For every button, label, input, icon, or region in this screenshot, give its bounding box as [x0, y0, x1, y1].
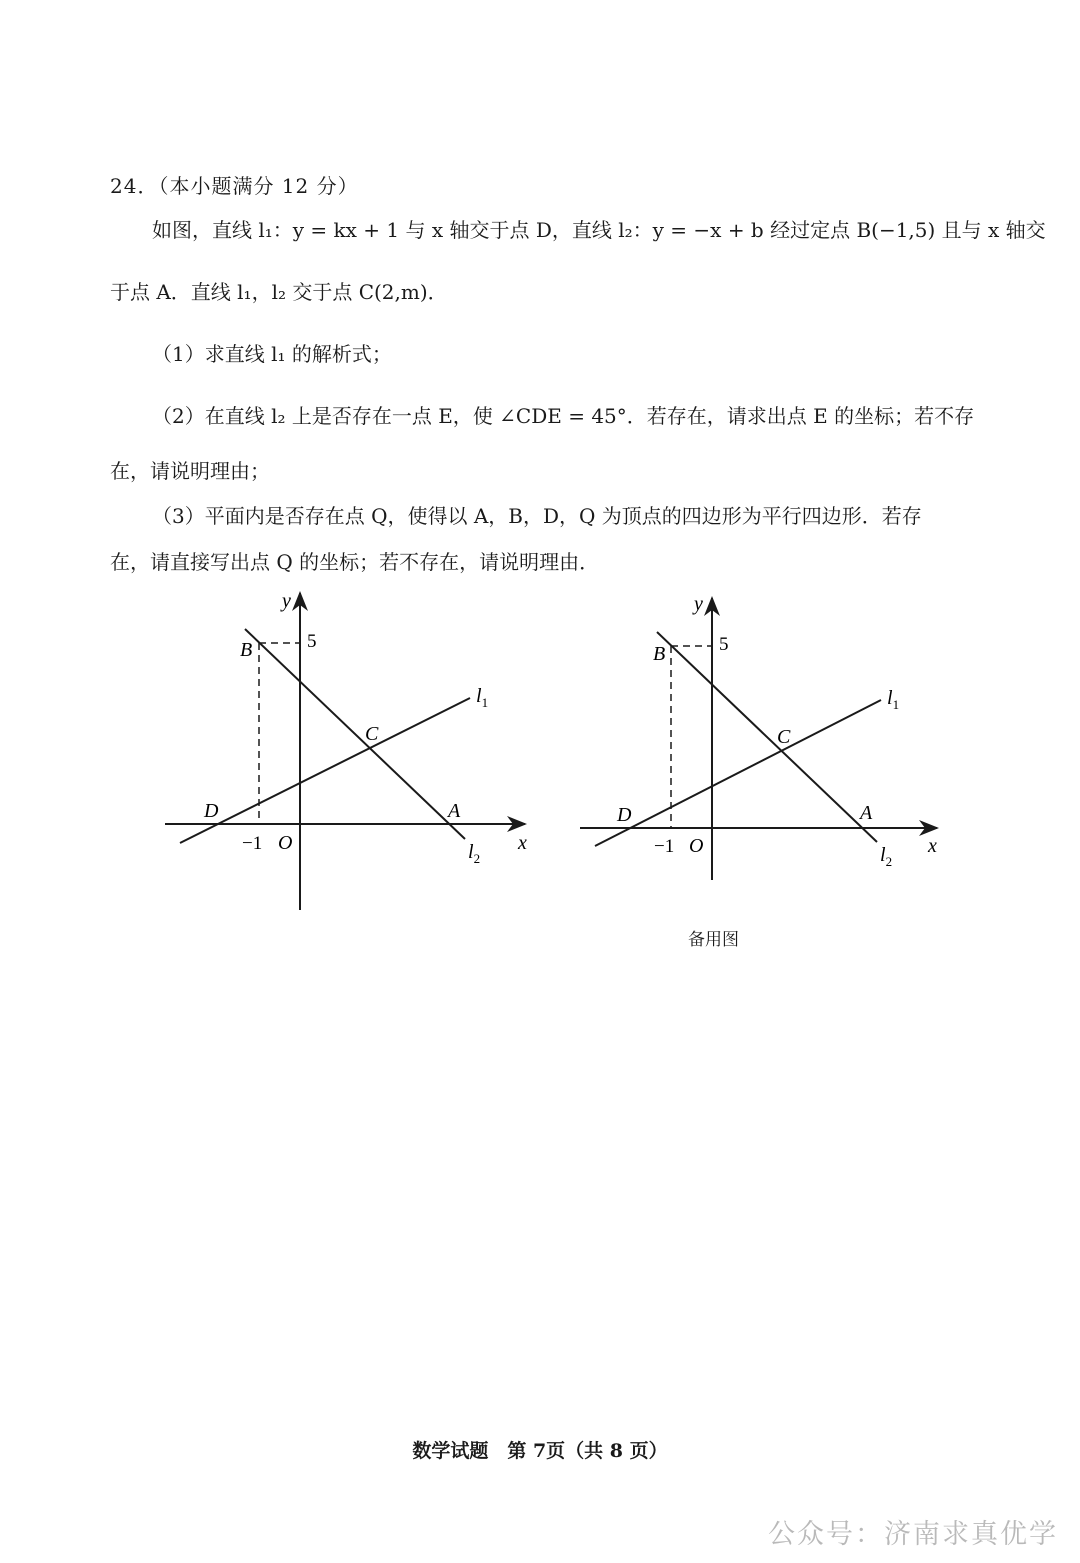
- point-d-label: D: [204, 800, 219, 822]
- main-figure-svg: [160, 585, 540, 915]
- question-heading: 24．（本小题满分 12 分）: [110, 174, 359, 198]
- y-axis-label: y: [694, 593, 703, 615]
- point-d-label: D: [617, 804, 632, 826]
- backup-figure: [575, 590, 955, 894]
- line-l2: [245, 629, 465, 839]
- line-l2: [657, 632, 877, 842]
- tick-label-y: 5: [307, 631, 317, 652]
- backup-figure-svg: [575, 590, 955, 890]
- origin-label: O: [689, 835, 704, 857]
- line-l1-label: $l_1$: [476, 685, 489, 710]
- main-figure: [160, 585, 540, 919]
- point-a-label: A: [860, 802, 873, 824]
- tick-label-x: −1: [654, 836, 675, 857]
- question-part3-line2: 在，请直接写出点 Q 的坐标；若不存在，请说明理由．: [110, 550, 600, 574]
- x-axis-label: x: [518, 832, 527, 854]
- line-l1: [180, 698, 470, 843]
- point-c-label: C: [777, 726, 791, 748]
- point-b-label: B: [240, 639, 253, 661]
- question-part3-line1: （3）平面内是否存在点 Q，使得以 A，B，D，Q 为顶点的四边形为平行四边形．若存: [152, 504, 922, 528]
- question-part1: （1）求直线 l₁ 的解析式；: [152, 342, 392, 366]
- page-footer: 数学试题 第 7页（共 8 页）: [412, 1440, 668, 1462]
- line-l2-label: $l_2$: [468, 841, 481, 866]
- line-l1: [595, 700, 881, 846]
- y-axis-label: y: [282, 590, 291, 612]
- point-b-label: B: [653, 643, 666, 665]
- question-intro-line1: 如图，直线 l₁：y = kx + 1 与 x 轴交于点 D，直线 l₂：y = −x + b 经过定点 B(−1,5) 且与 x 轴交: [152, 218, 1046, 242]
- backup-figure-caption: 备用图: [688, 930, 739, 950]
- question-intro-line2: 于点 A．直线 l₁，l₂ 交于点 C(2,m)．: [110, 280, 448, 304]
- line-l1-label: $l_1$: [887, 687, 900, 712]
- x-axis-label: x: [928, 835, 937, 857]
- point-a-label: A: [448, 800, 461, 822]
- question-part2-line1: （2）在直线 l₂ 上是否存在一点 E，使 ∠CDE = 45°．若存在，请求出点 E 的坐标；若不存: [152, 404, 975, 428]
- point-c-label: C: [365, 723, 379, 745]
- tick-label-y: 5: [719, 634, 729, 655]
- origin-label: O: [278, 832, 293, 854]
- watermark: 公众号：济南求真优学: [768, 1519, 1058, 1550]
- tick-label-x: −1: [242, 833, 263, 854]
- question-part2-line2: 在，请说明理由；: [110, 459, 270, 483]
- line-l2-label: $l_2$: [880, 844, 893, 869]
